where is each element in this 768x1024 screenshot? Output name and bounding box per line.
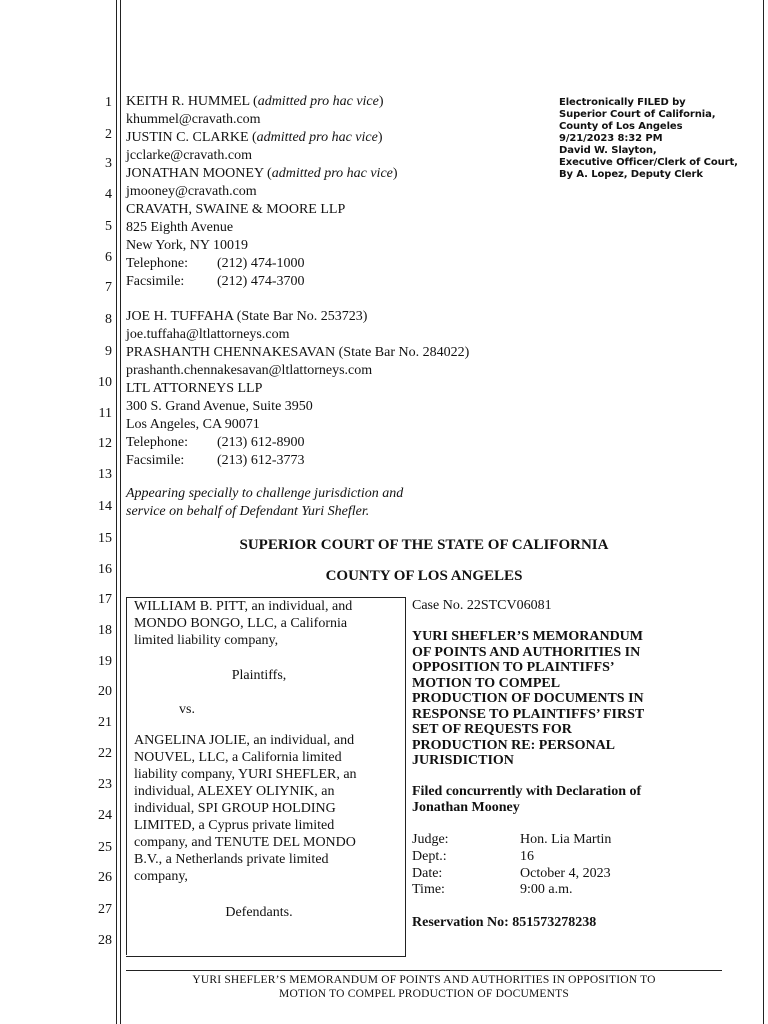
stamp-line: 9/21/2023 8:32 PM [559,133,663,144]
line-number: 17 [98,592,112,607]
line-number: 27 [98,902,112,917]
counsel-line: KEITH R. HUMMEL (admitted pro hac vice) [126,94,384,109]
line-number: 19 [98,654,112,669]
line-number: 11 [98,406,112,421]
line-number: 25 [98,840,112,855]
caption-box-left-rule [126,597,127,955]
footer-line: YURI SHEFLER’S MEMORANDUM OF POINTS AND AUTHORITIES IN OPPOSITION TO [192,974,656,986]
line-number: 26 [98,870,112,885]
firm-address: 300 S. Grand Avenue, Suite 3950 [126,399,313,414]
hearing-time: Time: 9:00 a.m. [412,882,573,897]
line-number: 8 [105,312,112,327]
stamp-line: County of Los Angeles [559,121,683,132]
plaintiff-line: WILLIAM B. PITT, an individual, and [134,599,353,614]
defendant-line: liability company, YURI SHEFLER, an [134,767,357,782]
firm-address: 825 Eighth Avenue [126,220,234,235]
footer [126,973,722,1001]
firm-facsimile: Facsimile: (212) 474-3700 [126,274,305,289]
title-line: MOTION TO COMPEL [412,675,561,691]
defendant-line: B.V., a Netherlands private limited [134,852,329,867]
plaintiff-line: limited liability company, [134,633,279,648]
line-number: 13 [98,467,112,482]
firm-telephone: Telephone: (212) 474-1000 [126,256,305,271]
title-line: PRODUCTION RE: PERSONAL [412,737,616,753]
line-number: 22 [98,746,112,761]
counsel-line: JONATHAN MOONEY (admitted pro hac vice) [126,166,398,181]
filed-concurrently: Filed concurrently with Declaration of [412,784,642,799]
margin-rule-left-inner [120,0,121,1024]
defendant-line: NOUVEL, LLC, a California limited [134,750,342,765]
stamp-line: Superior Court of California, [559,109,716,120]
footer-line: MOTION TO COMPEL PRODUCTION OF DOCUMENTS [279,988,569,1000]
defendant-line: company, [134,869,188,884]
counsel-email: jmooney@cravath.com [126,184,257,199]
hearing-judge: Judge: Hon. Lia Martin [412,832,612,847]
title-line: SET OF REQUESTS FOR [412,722,572,737]
filed-concurrently: Jonathan Mooney [412,800,520,815]
appearance-note: Appearing specially to challenge jurisdiction and [126,486,404,501]
title-line: YURI SHEFLER’S MEMORANDUM [412,629,643,644]
court-name: SUPERIOR COURT OF THE STATE OF CALIFORNIA [239,537,609,553]
line-number: 14 [98,499,112,514]
line-number: 12 [98,436,112,451]
title-line: JURISDICTION [412,753,514,768]
stamp-line: By A. Lopez, Deputy Clerk [559,169,703,180]
firm-telephone: Telephone: (213) 612-8900 [126,435,305,450]
counsel-line: JOE H. TUFFAHA (State Bar No. 253723) [126,309,368,324]
line-number: 7 [105,280,112,295]
filing-stamp [559,97,738,181]
versus: vs. [179,702,195,717]
line-number: 4 [105,187,112,202]
footer-rule [126,970,722,971]
line-number: 20 [98,684,112,699]
line-number: 23 [98,777,112,792]
case-number: Case No. 22STCV06081 [412,598,552,613]
defendant-line: ANGELINA JOLIE, an individual, and [134,733,355,748]
line-number: 1 [105,95,112,110]
counsel-email: prashanth.chennakesavan@ltlattorneys.com [126,363,373,378]
line-number: 9 [105,344,112,359]
line-number: 16 [98,562,112,577]
plaintiffs-label: Plaintiffs, [231,668,287,683]
line-number: 2 [105,127,112,142]
firm-name: CRAVATH, SWAINE & MOORE LLP [126,202,346,217]
line-number: 21 [98,715,112,730]
line-number: 18 [98,623,112,638]
firm-name: LTL ATTORNEYS LLP [126,381,263,396]
title-line: RESPONSE TO PLAINTIFFS’ FIRST [412,706,645,722]
counsel-line: PRASHANTH CHENNAKESAVAN (State Bar No. 284022) [126,345,470,360]
title-line: OPPOSITION TO PLAINTIFFS’ [412,660,615,675]
firm-address: New York, NY 10019 [126,238,248,253]
defendant-line: LIMITED, a Cyprus private limited [134,818,335,833]
line-number: 10 [98,375,112,390]
court-county: COUNTY OF LOS ANGELES [325,568,523,584]
hearing-dept: Dept.: 16 [412,849,534,864]
counsel-line: JUSTIN C. CLARKE (admitted pro hac vice) [126,130,383,145]
counsel-email: khummel@cravath.com [126,112,261,127]
reservation-number: Reservation No: 851573278238 [412,915,597,930]
hearing-date: Date: October 4, 2023 [412,866,611,881]
line-number: 28 [98,933,112,948]
line-number: 3 [105,156,112,171]
firm-facsimile: Facsimile: (213) 612-3773 [126,453,305,468]
stamp-line: Electronically FILED by [559,97,686,108]
line-number: 5 [105,219,112,234]
counsel-email: jcclarke@cravath.com [126,148,252,163]
defendant-line: company, and TENUTE DEL MONDO [134,835,356,850]
line-number: 15 [98,531,112,546]
defendant-line: individual, SPI GROUP HOLDING [134,801,336,816]
title-line: OF POINTS AND AUTHORITIES IN [412,644,641,660]
title-line: PRODUCTION OF DOCUMENTS IN [412,691,644,706]
counsel-email: joe.tuffaha@ltlattorneys.com [126,327,290,342]
stamp-line: Executive Officer/Clerk of Court, [559,157,738,168]
plaintiff-line: MONDO BONGO, LLC, a California [134,616,348,631]
line-number: 24 [98,808,112,823]
defendants-label: Defendants. [225,905,293,920]
margin-rule-left-outer [116,0,117,1024]
document-title [412,629,672,769]
line-number: 6 [105,250,112,265]
appearance-note: service on behalf of Defendant Yuri Shefler. [126,504,370,519]
margin-rule-right [763,0,764,1024]
stamp-line: David W. Slayton, [559,145,657,156]
defendant-line: individual, ALEXEY OLIYNIK, an [134,784,335,799]
firm-address: Los Angeles, CA 90071 [126,417,260,432]
